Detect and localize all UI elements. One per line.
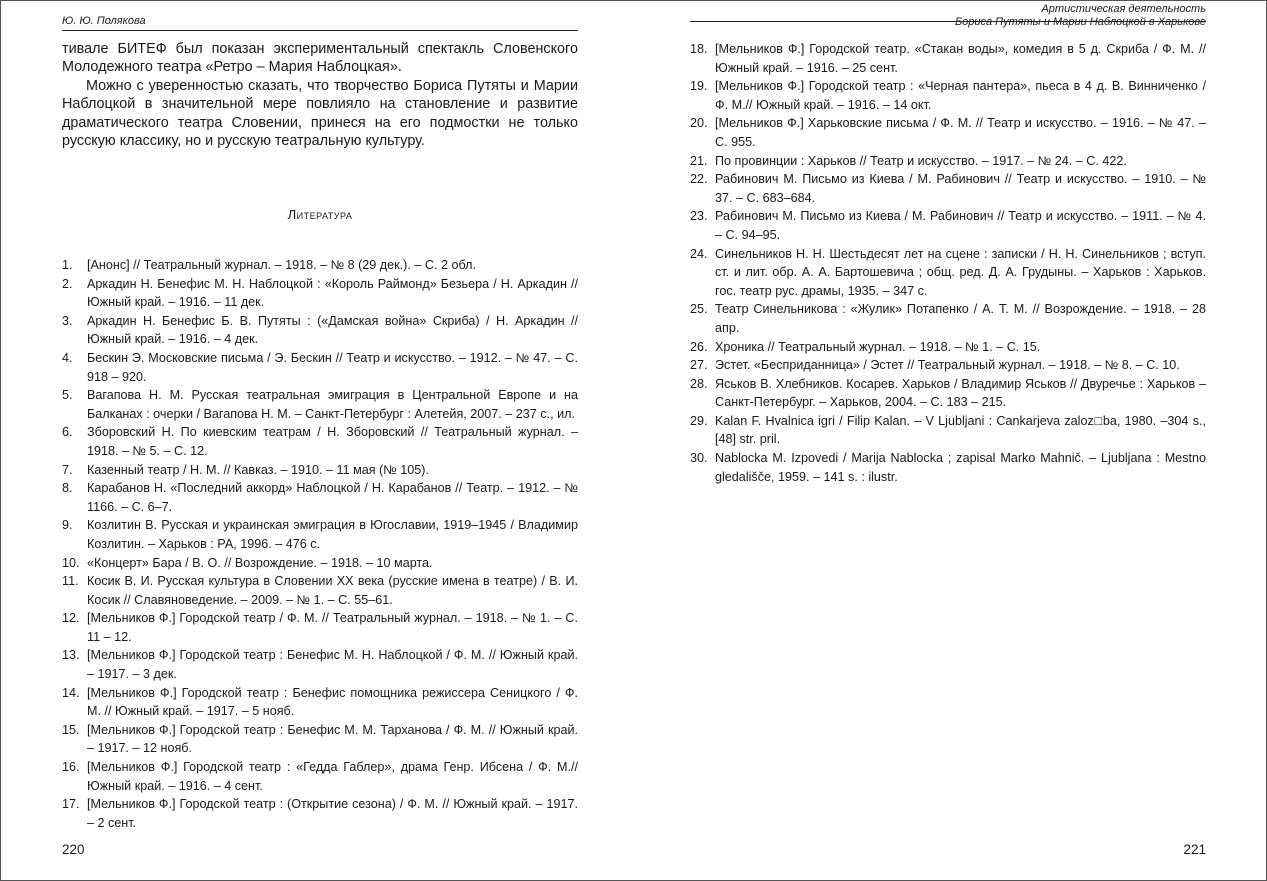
reference-number: 22. (690, 172, 708, 187)
reference-text: [Мельников Ф.] Городской театр : «Гедда Габлер», драма Генр. Ибсена / Ф. М.// Южный край. – 1916. – 4 сент. (87, 760, 578, 793)
reference-number: 10. (62, 555, 80, 570)
reference-item (690, 207, 1206, 244)
reference-item (62, 795, 578, 832)
reference-text: Косик В. И. Русская культура в Словении XX века (русские имена в театре) / В. И. Косик // Славяноведение. – 2009. – № 1. – С. 55–61. (87, 574, 578, 607)
reference-item (62, 275, 578, 312)
reference-text: Козлитин В. Русская и украинская эмиграция в Югославии, 1919–1945 / Владимир Козлитин. – Харьков : РА, 1996. – 476 с. (87, 518, 578, 551)
reference-item (62, 479, 578, 516)
reference-text: [Мельников Ф.] Городской театр. «Стакан воды», комедия в 5 д. Скриба / Ф. М. // Южный край. – 1916. – 25 сент. (715, 42, 1206, 75)
reference-number: 14. (62, 685, 80, 700)
reference-number: 7. (62, 462, 73, 477)
reference-text: Яськов В. Хлебников. Косарев. Харьков / Владимир Яськов // Двуречье : Харьков – Санкт-Петербург. – Харьков, 2004. – С. 183 – 215. (715, 376, 1206, 410)
body-text (62, 40, 578, 150)
reference-text: Kalan F. Hvalnica igri / Filip Kalan. – V Ljubljani : Cankarjeva zaloz□ba, 1980. –304 s., [48] str. pril. (715, 413, 1206, 447)
reference-text: Бескин Э. Московские письма / Э. Бескин // Театр и искусство. – 1912. – № 47. – С. 918 – 920. (87, 350, 578, 384)
reference-number: 26. (690, 339, 708, 354)
reference-number: 11. (62, 574, 79, 589)
reference-text: Аркадин Н. Бенефис Б. В. Путяты : («Дамская война» Скриба) / Н. Аркадин // Южный край. – 1916. – 4 дек. (87, 313, 578, 347)
reference-item (690, 412, 1206, 449)
reference-text: Рабинович М. Письмо из Киева / М. Рабинович // Театр и искусство. – 1911. – № 4. – С. 94–95. (715, 209, 1206, 242)
running-head-author: Ю. Ю. Полякова (62, 15, 146, 27)
reference-item (690, 338, 1206, 357)
reference-text: [Мельников Ф.] Городской театр : Бенефис М. Н. Наблоцкой / Ф. М. // Южный край. – 1917. – 3 дек. (87, 648, 578, 682)
reference-number: 20. (690, 116, 708, 131)
reference-list (62, 256, 578, 832)
reference-text: Синельников Н. Н. Шестьдесят лет на сцене : записки / Н. Н. Синельников ; вступ. ст. и лит. обр. А. А. Бартошевича ; общ. ред. Д. А. Грудыны. – Харьков : Харьков. гос. театр рус. драмы, 1935. – 347 с. (715, 246, 1206, 298)
reference-number: 29. (690, 413, 708, 428)
reference-item (62, 554, 578, 573)
reference-item (690, 77, 1206, 114)
reference-number: 5. (62, 388, 73, 403)
reference-item (690, 300, 1206, 337)
running-head-line: Бориса Путяты и Марии Наблоцкой в Харькове (954, 16, 1206, 28)
reference-item (62, 312, 578, 349)
page-number: 220 (62, 842, 85, 857)
reference-text: [Мельников Ф.] Харьковские письма / Ф. М. // Театр и искусство. – 1916. – № 47. – С. 955. (715, 116, 1206, 149)
paragraph: тивале БИТЕФ был показан экспериментальный спектакль Словенского Молодежного театра «Ретро – Мария Наблоцкая». (62, 41, 578, 76)
reference-number: 8. (62, 481, 73, 496)
reference-item (62, 609, 578, 646)
reference-list (690, 40, 1206, 486)
reference-item (62, 572, 578, 609)
reference-item (690, 449, 1206, 486)
reference-number: 21. (690, 153, 708, 168)
reference-number: 9. (62, 518, 73, 533)
reference-text: Театр Синельникова : «Жулик» Потапенко / А. Т. М. // Возрождение. – 1918. – 28 апр. (715, 302, 1206, 335)
right-page (690, 0, 1206, 881)
reference-text: [Мельников Ф.] Городской театр : (Открытие сезона) / Ф. М. // Южный край. – 1917. – 2 сент. (87, 797, 578, 830)
reference-item (62, 386, 578, 423)
reference-text: [Мельников Ф.] Городской театр / Ф. М. // Театральный журнал. – 1918. – № 1. – С. 11 – 12. (87, 611, 578, 644)
page-number: 221 (1183, 842, 1206, 857)
reference-number: 13. (62, 648, 80, 663)
reference-item (690, 170, 1206, 207)
reference-item (62, 758, 578, 795)
reference-text: Эстет. «Бесприданница» / Эстет // Театральный журнал. – 1918. – № 8. – С. 10. (715, 358, 1180, 373)
reference-text: Хроника // Театральный журнал. – 1918. – № 1. – С. 15. (715, 339, 1041, 354)
reference-number: 27. (690, 358, 708, 373)
reference-number: 3. (62, 313, 73, 328)
reference-item (62, 721, 578, 758)
reference-text: Вагапова Н. М. Русская театральная эмиграция в Центральной Европе и на Балканах : очерки / Вагапова Н. М. – Санкт-Петербург : Алетейя, 2007. – 237 с., ил. (87, 388, 578, 421)
reference-text: Казенный театр / Н. М. // Кавказ. – 1910. – 11 мая (№ 105). (87, 462, 429, 477)
reference-number: 18. (690, 42, 708, 56)
reference-text: Рабинович М. Письмо из Киева / М. Рабинович // Театр и искусство. – 1910. – № 37. – С. 683–684. (715, 172, 1206, 205)
reference-text: [Мельников Ф.] Городской театр : Бенефис М. М. Тарханова / Ф. М. // Южный край. – 1917. – 12 нояб. (87, 722, 578, 756)
reference-number: 25. (690, 302, 708, 317)
reference-text: [Мельников Ф.] Городской театр : Бенефис помощника режиссера Сеницкого / Ф. М. // Южный край. – 1917. – 5 нояб. (87, 685, 578, 719)
reference-text: «Концерт» Бара / В. О. // Возрождение. – 1918. – 10 марта. (87, 555, 433, 570)
reference-item (690, 245, 1206, 301)
reference-item (690, 356, 1206, 375)
reference-item (62, 256, 578, 275)
reference-number: 19. (690, 79, 708, 94)
paragraph: Можно с уверенностью сказать, что творчество Бориса Путяты и Марии Наблоцкой в значительной мере повлияло на становление и развитие драматического театра Словении, принеся на его подмостки не только русскую классику, но и русскую театральную культуру. (62, 77, 578, 150)
reference-number: 12. (62, 611, 80, 626)
reference-text: По провинции : Харьков // Театр и искусство. – 1917. – № 24. – С. 422. (715, 153, 1127, 168)
reference-item (62, 423, 578, 460)
running-head-right (690, 2, 1206, 28)
reference-number: 2. (62, 276, 73, 291)
reference-text: [Мельников Ф.] Городской театр : «Черная пантера», пьеса в 4 д. В. Винниченко / Ф. М.// Южный край. – 1916. – 14 окт. (715, 79, 1206, 112)
reference-item (690, 40, 1206, 77)
running-head-line: Артистическая деятельность (1041, 3, 1206, 15)
left-page (62, 0, 578, 881)
reference-text: Зборовский Н. По киевским театрам / Н. Зборовский // Театральный журнал. – 1918. – № 5. – С. 12. (87, 425, 578, 458)
reference-number: 15. (62, 722, 80, 737)
reference-text: Nablocka M. Izpovedi / Marija Nablocka ; zapisal Marko Mahnič. – Ljubljana : Mestno gledališče, 1959. – 141 s. : ilustr. (715, 451, 1206, 484)
reference-item (690, 375, 1206, 412)
reference-item (62, 516, 578, 553)
reference-item (62, 646, 578, 683)
running-head-left (62, 12, 578, 31)
reference-item (62, 349, 578, 386)
reference-item (690, 152, 1206, 171)
reference-item (690, 114, 1206, 151)
reference-number: 16. (62, 760, 80, 775)
reference-number: 1. (62, 258, 73, 272)
reference-item (62, 461, 578, 480)
reference-number: 6. (62, 425, 73, 440)
reference-text: Аркадин Н. Бенефис М. Н. Наблоцкой : «Король Раймонд» Безьера / Н. Аркадин // Южный край. – 1916. – 11 дек. (87, 276, 578, 310)
section-title: Литература (287, 207, 353, 222)
reference-number: 30. (690, 451, 708, 466)
reference-number: 23. (690, 209, 708, 224)
reference-number: 17. (62, 797, 80, 812)
reference-text: [Анонс] // Театральный журнал. – 1918. – № 8 (29 дек.). – С. 2 обл. (87, 258, 476, 272)
reference-number: 24. (690, 246, 708, 261)
reference-item (62, 684, 578, 721)
reference-number: 4. (62, 350, 73, 365)
reference-text: Карабанов Н. «Последний аккорд» Наблоцкой / Н. Карабанов // Театр. – 1912. – № 1166. – С. 6–7. (87, 481, 578, 514)
reference-number: 28. (690, 376, 708, 391)
